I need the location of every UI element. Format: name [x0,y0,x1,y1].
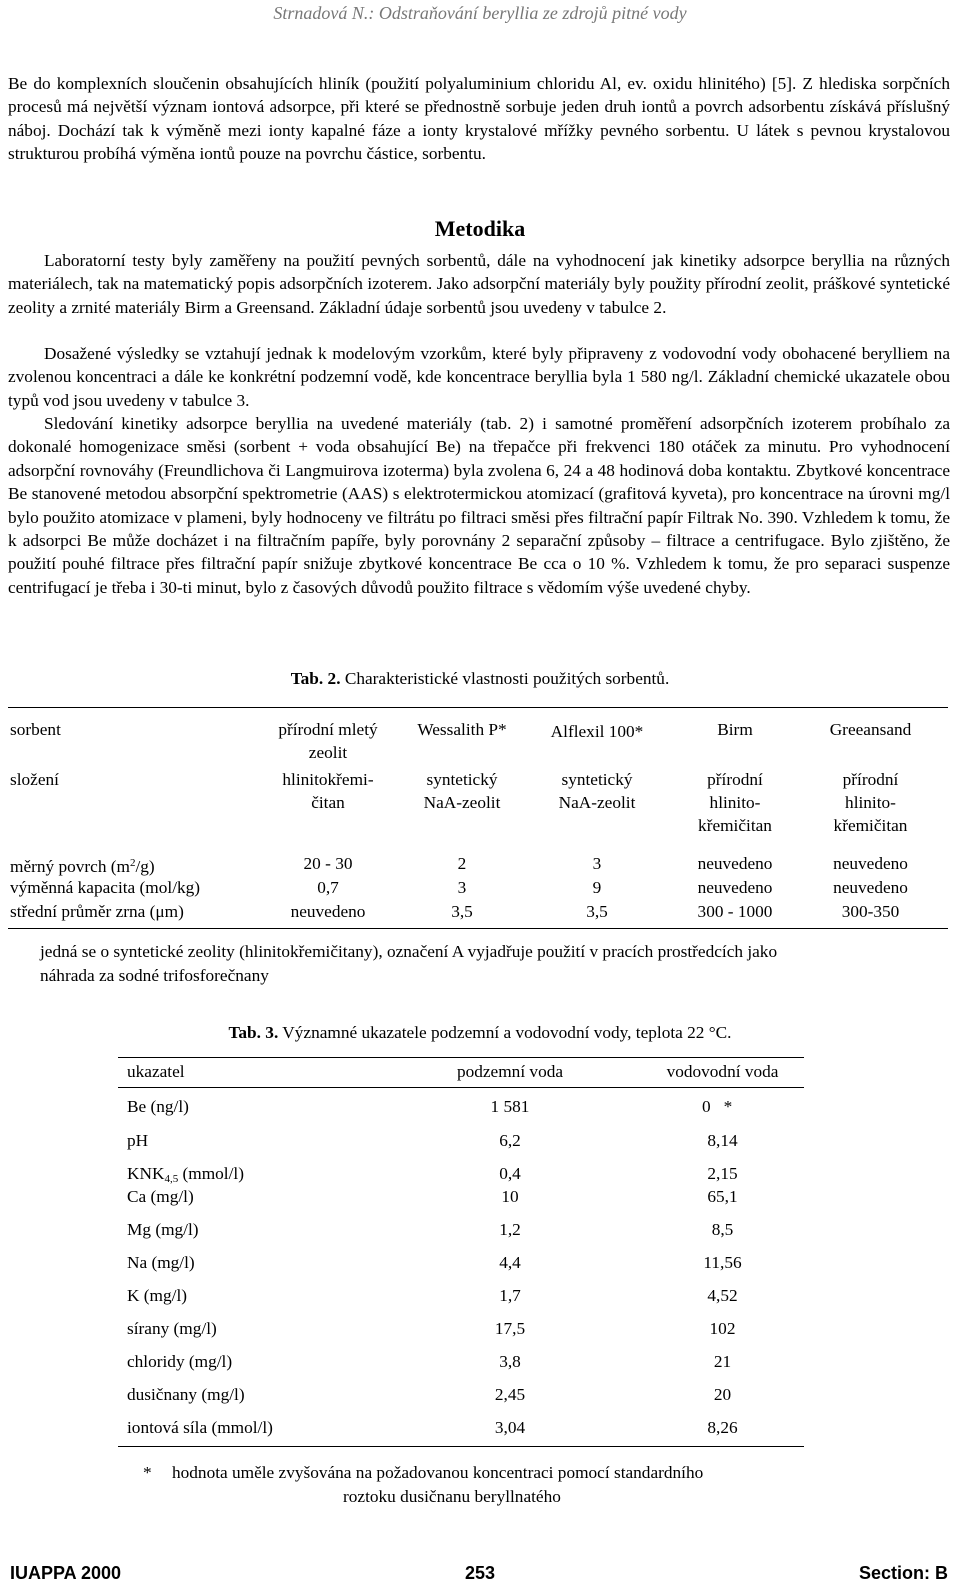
table2-composition-natural-zeolite: hlinitokřemi- čitan [282,770,374,812]
table3-cell: 3,04 [494,1418,526,1437]
table2-header-birm: Birm [717,720,753,739]
table2-cell: neuvedeno [697,878,773,897]
table3-note-line-2: roztoku dusičnanu beryllnatého [343,1487,561,1506]
intro-paragraph: Be do komplexních sloučenin obsahujících hliník (použití polyaluminium chloridu Al, ev. oxidu hlinitého) [5]. Z hlediska sorpčních procesů má největší význam iontová adsorpce, při které se přednostně sorbuje jeden druh iontů a povrch adsorbentu získává příslušný náboj. Dochází tak k výměně mezi ionty kapalné fáze a ionty krystalové mřížky pevného sorbentu. U látek s pevnou krystalovou strukturou probíhá výměna iontů pouze na povrchu částice, sorbentu. [8,74,950,164]
table3-row-label: iontová síla (mmol/l) [127,1418,273,1437]
table3-cell: 8,14 [707,1131,738,1150]
table3-row-label: Na (mg/l) [127,1253,195,1272]
table2-cell: 300-350 [841,902,900,921]
methods-paragraph-1: Laboratorní testy byly zaměřeny na použití pevných sorbentů, dále na vyhodnocení jak kinetiky adsorpce beryllia na různých materiálech, tak na matematický popis adsorpčních izoterem. Jako adsorpční materiály byly použity přírodní zeolit, práškové syntetické zeolity a zrnité materiály Birm a Greensand. Základní údaje sorbentů jsou uvedeny v tabulce 2. [8,251,950,317]
table3-cell: 65,1 [707,1187,738,1206]
table2-cell: neuvedeno [833,878,908,897]
table2-caption-label: Tab. 2. [290,669,341,688]
table3-row-label: dusičnany (mg/l) [127,1385,245,1404]
table3-row-label: pH [127,1131,149,1150]
table2-composition-alflexil: syntetický NaA-zeolit [558,770,636,812]
table3-caption [0,1023,960,1043]
table3-cell: 1,2 [499,1220,521,1239]
table2-cell: 3 [592,854,602,873]
table2-note-line-1: jedná se o syntetické zeolity (hlinitokřemičitany), označení A vyjadřuje použití v pracích prostředcích jako [40,942,778,961]
table2-header-label: sorbent [10,720,61,739]
table2-bottom-rule [8,928,948,929]
table3-caption-label: Tab. 3. [228,1023,279,1042]
table3-header-indicator: ukazatel [127,1062,185,1081]
table3-cell: 8,26 [707,1418,738,1437]
table2-composition-wessalith: syntetický NaA-zeolit [423,770,501,812]
table2-cell: neuvedeno [290,902,366,921]
table3-cell: 8,5 [711,1220,734,1239]
table2-cell: 20 - 30 [303,854,353,873]
table2-cell: 0,7 [317,878,339,897]
footer-right: Section: B [858,1563,948,1583]
methods-paragraph-3: Sledování kinetiky adsorpce beryllia na uvedené materiály (tab. 2) i samotné proměření adsorpčních izoterem probíhalo za dokonalé homogenizace směsi (sorbent + voda obsahující Be) na třepačce při frekvenci 180 otáček za minutu. Pro vyhodnocení adsorpční rovnováhy (Freundlichova či Langmuirova izoterma) byla zvolena 6, 24 a 48 hodinová doba kontaktu. Zbytkové koncentrace Be stanovené metodou absorpční spektrometrie (AAS) s elektrotermickou atomizací (grafitová kyveta), pro koncentrace na úrovni mg/l bylo použito atomizace v plameni, byly hodnoceny ve filtrátu po filtraci směsi přes filtrační papír Filtrak No. 390. Vzhledem k tomu, že k adsorpci Be může docházet i na filtračním papíře, byly porovnány 2 separační způsoby – filtrace a centrifugace. Bylo zjištěno, že použití pouhé filtrace přes filtrační papír snižuje zbytkové koncentrace Be cca o 10 %. Vzhledem k tomu, že pro separaci suspenze centrifugací je třeba i 30-ti minut, bylo z časových důvodů použito filtrace s vědomím výše uvedené chyby. [8,414,950,597]
methods-paragraph-2: Dosažené výsledky se vztahují jednak k modelovým vzorkům, které byly připraveny z vodovodní vody obohacené berylliem na zvolenou koncentraci a dále ke konkrétní podzemní vodě, kde koncentrace beryllia byla 1 580 ng/l. Základní chemické ukazatele obou typů vod jsou uvedeny v tabulce 3. [8,344,950,410]
table3-cell: 0 * [702,1097,733,1116]
footer-left: IUAPPA 2000 [10,1563,122,1583]
table3-cell: 10 [501,1187,519,1206]
table2-cell: 3,5 [586,902,608,921]
table3-cell: 0,4 [499,1164,521,1183]
table2-top-rule [8,707,948,708]
table3-cell: 17,5 [494,1319,526,1338]
table3-row-label: Mg (mg/l) [127,1220,199,1239]
table3-row-label: Ca (mg/l) [127,1187,194,1206]
table3-cell: 102 [709,1319,736,1338]
table2-cell: 3,5 [451,902,473,921]
table2-caption [0,669,960,689]
table2-cell: 9 [592,878,602,897]
table3-row-label: K (mg/l) [127,1286,187,1305]
table3-row-label: chloridy (mg/l) [127,1352,233,1371]
table3-note-line-1: hodnota uměle zvyšována na požadovanou koncentraci pomocí standardního [172,1463,704,1482]
table3-cell: 1,7 [499,1286,521,1305]
table2-header-alflexil: Alflexil 100* [550,722,644,741]
table2-header-natural-zeolite: přírodní mletý zeolit [278,720,378,762]
table2-composition-label: složení [10,770,59,789]
table2-caption-text: Charakteristické vlastnosti použitých sorbentů. [344,669,670,688]
table3-row-label: $KNK_{4,5}$ (mmol/l) [127,1164,244,1185]
table3-cell: 20 [713,1385,732,1404]
table2-header-greensand: Greeansand [829,720,912,739]
table3-header-tapwater: vodovodní voda [666,1062,779,1081]
table3-header-groundwater: podzemní voda [456,1062,564,1081]
table3-cell: 3,8 [499,1352,521,1371]
table3-cell: 11,56 [703,1253,742,1272]
table2-composition-greensand: přírodní hlinito- křemičitan [833,770,908,835]
table3-row-label: Be (ng/l) [127,1097,189,1116]
table3-row-label: sírany (mg/l) [127,1319,217,1338]
table3-cell: 6,2 [499,1131,521,1150]
table3-cell: 1 581 [490,1097,530,1116]
table3-header-rule [118,1087,804,1088]
table2-cell: neuvedeno [833,854,908,873]
table3-cell: 4,4 [499,1253,521,1272]
table2-cell: neuvedeno [697,854,773,873]
running-header: Strnadová N.: Odstraňování beryllia ze zdrojů pitné vody [273,3,687,23]
table3-cell: 4,52 [707,1286,738,1305]
footer-page-number: 253 [464,1563,496,1583]
table2-row-grain-label: střední průměr zrna (μm) [10,902,184,921]
table3-bottom-rule [118,1446,804,1447]
section-title: Metodika [434,216,526,241]
table3-note-star: * [143,1463,152,1482]
table2-cell: 2 [457,854,467,873]
table3-cell: 21 [713,1352,732,1371]
table2-row-capacity-label: výměnná kapacita (mol/kg) [10,878,201,897]
table2-note-line-2: náhrada za sodné trifosforečnany [40,966,269,985]
table2-composition-birm: přírodní hlinito- křemičitan [698,770,772,835]
table3-top-rule [118,1057,804,1058]
table3-caption-text: Významné ukazatele podzemní a vodovodní vody, teplota 22 °C. [282,1023,732,1042]
table2-cell: 300 - 1000 [697,902,773,921]
table2-row-surface-label: měrný povrch $(m^2/g)$ [10,857,155,876]
table3-cell: 2,45 [494,1385,526,1404]
table2-cell: 3 [457,878,467,897]
table2-header-wessalith: Wessalith P* [417,720,507,739]
table3-cell: 2,15 [707,1164,738,1183]
